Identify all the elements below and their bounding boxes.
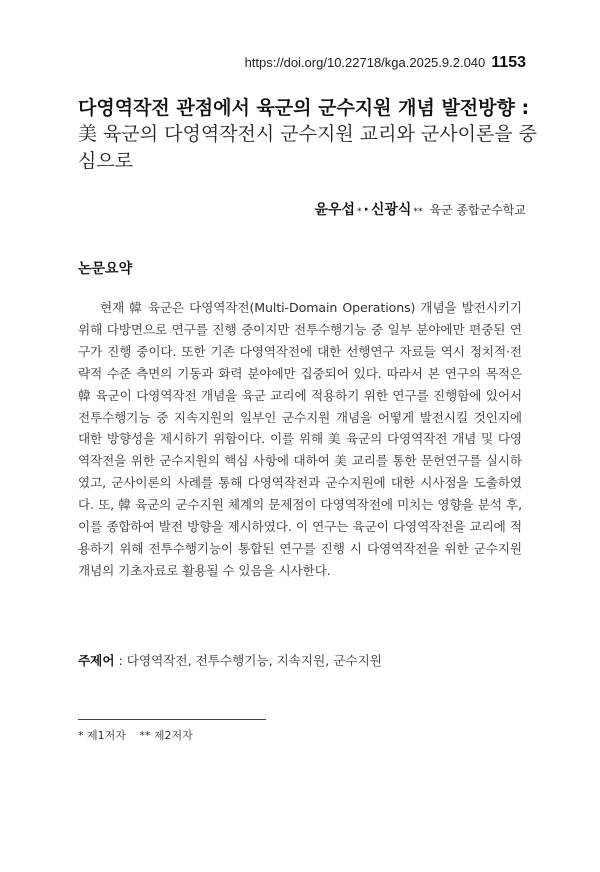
footnote-divider [78, 719, 266, 720]
affiliation: 육군 종합군수학교 [429, 203, 526, 217]
footnote-first-author: * 제1저자 [78, 729, 126, 742]
author-separator: · [363, 202, 369, 218]
author-line [314, 199, 526, 219]
author-mark-2: ** [413, 207, 423, 217]
author-mark-1: * [357, 207, 362, 217]
keywords-separator: : [114, 653, 127, 668]
footnotes [78, 727, 203, 743]
keywords-label: 주제어 [78, 653, 115, 668]
abstract-heading: 논문요약 [78, 261, 133, 277]
author-name-2: 신광식 [370, 202, 412, 218]
paper-title [78, 95, 538, 175]
keywords-line [78, 650, 382, 669]
page-header [245, 54, 526, 72]
doi-link[interactable]: https://doi.org/10.22718/kga.2025.9.2.040 [244, 55, 486, 70]
page-number: 1153 [491, 54, 526, 71]
abstract-body: 현재 韓 육군은 다영역작전(Multi-Domain Operations) 개념을 발전시키기 위해 다방면으로 연구를 진행 중이지만 전투수행기능 중 일부 분야에만 편중된 연구가 진행 중이다. 또한 기존 다영역작전에 대한 선행연구 자료들 역시 정치적·전략적 수준 측면의 기동과 화력 분야에만 집중되어 있다. 따라서 본 연구의 목적은 韓 육군이 다영역작전 개념을 육군 교리에 적용하기 위한 연구를 진행함에 있어서 전투수행기능 중 지속지원의 일부인 군수지원 개념을 어떻게 발전시킬 것인지에 대한 방향성을 제시하기 위함이다. 이를 위해 美 육군의 다영역작전 개념 및 다영역작전을 위한 군수지원의 핵심 사항에 대하여 美 교리를 통한 문헌연구를 실시하였고, 군사이론의 사례를 통해 다영역작전과 군수지원에 대한 시사점을 도출하였다. 또, 韓 육군의 군수지원 체계의 문제점이 다영역작전에 미치는 영향을 분석 후, 이를 종합하여 발전 방향을 제시하였다. 이 연구는 육군이 다영역작전을 교리에 적용하기 위해 전투수행기능이 통합된 연구를 진행 시 다영역작전을 위한 군수지원 개념의 기초자료로 활용될 수 있음을 시사한다. [78, 300, 522, 578]
title-main: 다영역작전 관점에서 육군의 군수지원 개념 발전방향 : [78, 97, 530, 119]
title-subtitle: 美 육군의 다영역작전시 군수지원 교리와 군사이론을 중심으로 [78, 123, 538, 172]
footnote-second-author: ** 제2저자 [139, 729, 193, 742]
keywords-terms: 다영역작전, 전투수행기능, 지속지원, 군수지원 [126, 653, 382, 668]
author-name-1: 윤우섭 [314, 202, 356, 218]
